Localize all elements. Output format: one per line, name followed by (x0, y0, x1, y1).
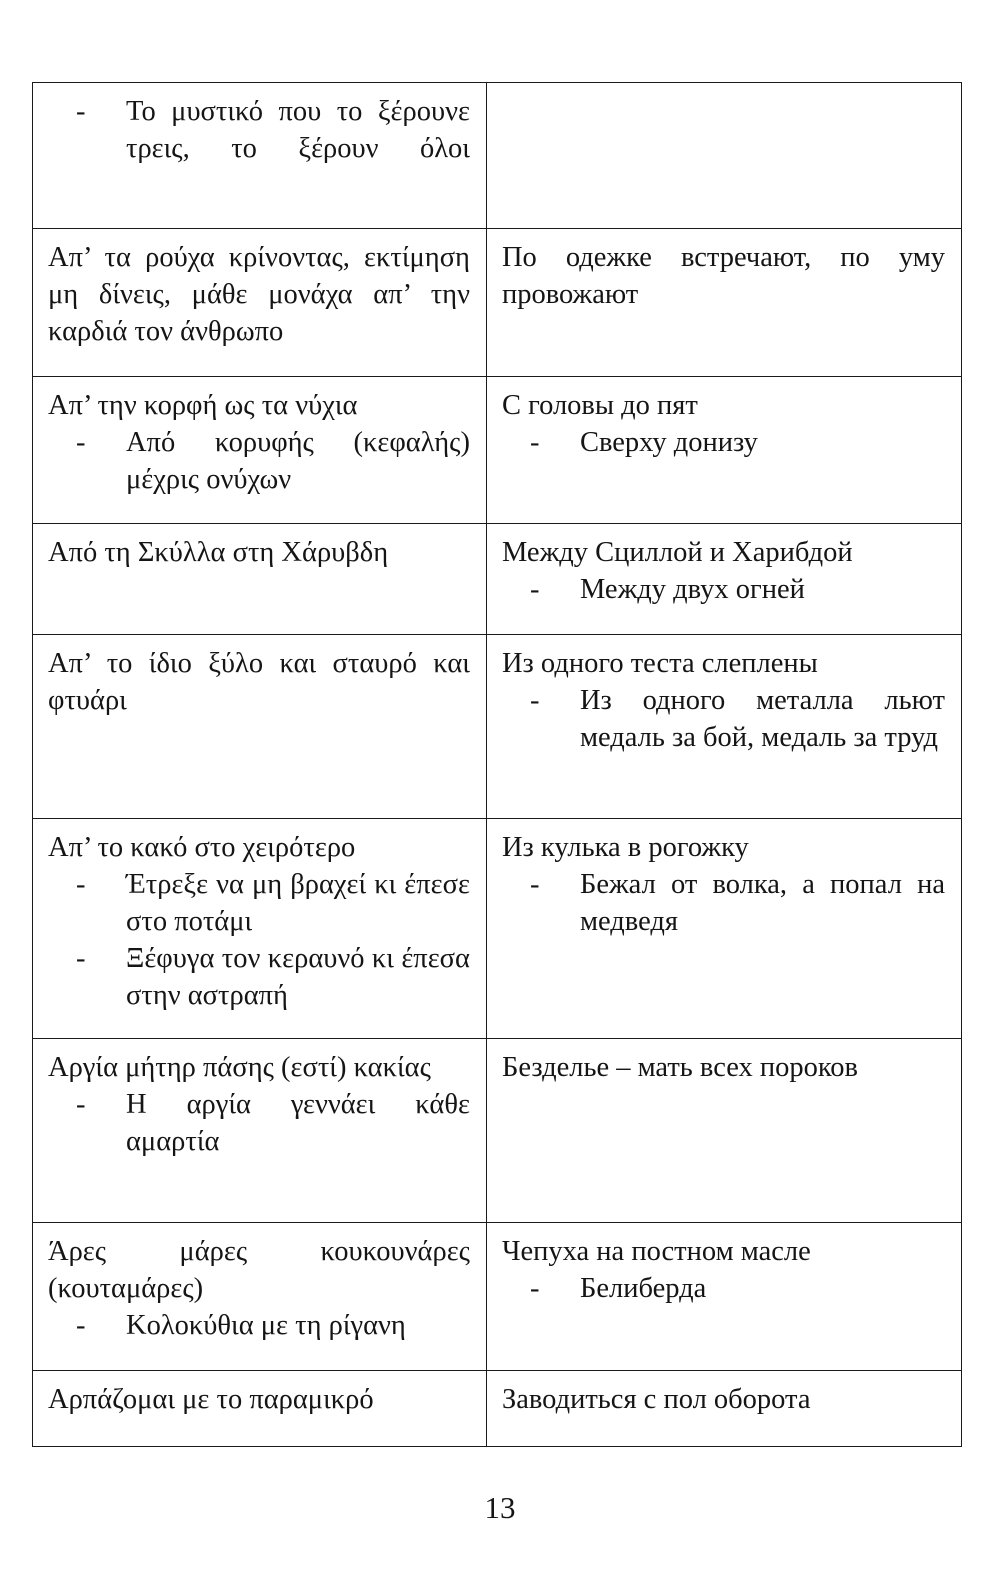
russian-sub-text: Белиберда (579, 1273, 707, 1304)
greek-cell (33, 524, 487, 635)
greek-cell (33, 819, 487, 1039)
table-row (33, 524, 962, 635)
greek-sub-text: Έτρεξε να μη βραχεί κι έπεσε στο ποτάμι (126, 869, 470, 937)
russian-sub-proverb: - Между двух огней (529, 574, 805, 605)
russian-cell (486, 83, 961, 229)
greek-cell (33, 1223, 487, 1371)
russian-main-proverb: Заводиться с пол оборота (501, 1384, 811, 1415)
russian-cell (486, 1223, 961, 1371)
greek-cell (33, 229, 487, 377)
greek-sub-proverb: - Έτρεξε να μη βραχεί κι έπεσε στο ποτάμι (76, 869, 470, 937)
greek-main-proverb: Αρπάζομαι με το παραμικρό (48, 1384, 374, 1415)
russian-main-proverb: С головы до пят (501, 390, 698, 421)
greek-main-proverb: Απ’ την κορφή ως τα νύχια (48, 390, 358, 421)
greek-sub-text: Από κορυφής (κεφαλής) μέχρις ονύχων (126, 427, 470, 495)
greek-cell (33, 1371, 487, 1447)
greek-sub-proverb: - Από κορυφής (κεφαλής) μέχρις ονύχων (76, 427, 470, 495)
russian-sub-proverb: - Сверху донизу (529, 427, 758, 458)
russian-cell (486, 635, 961, 819)
table-row (33, 1223, 962, 1371)
greek-main-proverb: Απ’ το κακό στο χειρότερο (48, 832, 356, 863)
russian-sub-proverb: - Белиберда (529, 1273, 707, 1304)
greek-sub-text: Το μυστικό που το ξέρουνε τρεις, το ξέρουν όλοι (126, 96, 470, 164)
russian-sub-text: Из одного металла льют медаль за бой, медаль за труд (579, 685, 945, 753)
russian-cell (486, 819, 961, 1039)
greek-main-proverb: Απ’ τα ρούχα κρίνοντας, εκτίμηση μη δίνεις, μάθε μονάχα απ’ την καρδιά τον άνθρωπο (48, 242, 470, 347)
russian-cell (486, 229, 961, 377)
russian-cell (486, 1039, 961, 1223)
russian-cell (486, 377, 961, 524)
table-row (33, 635, 962, 819)
greek-sub-text: Ξέφυγα τον κεραυνό κι έπεσα στην αστραπή (126, 943, 470, 1011)
russian-main-proverb: По одежке встречают, по уму провожают (501, 242, 945, 310)
greek-main-proverb: Αργία μήτηρ πάσης (εστί) κακίας (48, 1052, 431, 1083)
russian-sub-proverb: - Бежал от волка, а попал на медведя (529, 869, 945, 937)
page-number: 13 (484, 1490, 516, 1525)
table-row (33, 819, 962, 1039)
russian-sub-text: Сверху донизу (579, 427, 758, 458)
greek-cell (33, 83, 487, 229)
greek-main-proverb: Απ’ το ίδιο ξύλο και σταυρό και φτυάρι (48, 648, 470, 716)
greek-cell (33, 635, 487, 819)
proverbs-table (32, 82, 962, 1447)
greek-main-proverb: Άρες μάρες κουκουνάρες (κουταμάρες) (48, 1236, 470, 1304)
greek-sub-text: Η αργία γεννάει κάθε αμαρτία (126, 1089, 470, 1157)
table-row (33, 83, 962, 229)
russian-main-proverb: Чепуха на постном масле (501, 1236, 811, 1267)
russian-main-proverb: Из одного теста слеплены (501, 648, 818, 679)
greek-cell (33, 377, 487, 524)
greek-sub-proverb: - Το μυστικό που το ξέρουνε τρεις, το ξέρουν όλοι (76, 96, 470, 164)
greek-main-proverb: Από τη Σκύλλα στη Χάρυβδη (48, 537, 389, 568)
greek-sub-proverb: - Η αργία γεννάει κάθε αμαρτία (76, 1089, 470, 1157)
russian-main-proverb: Из кулька в рогожку (501, 832, 749, 863)
table-row (33, 1039, 962, 1223)
greek-cell (33, 1039, 487, 1223)
greek-sub-proverb: - Ξέφυγα τον κεραυνό κι έπεσα στην αστραπή (76, 943, 470, 1011)
greek-sub-proverb: - Κολοκύθια με τη ρίγανη (76, 1310, 406, 1341)
russian-main-proverb: Безделье – мать всех пороков (501, 1052, 858, 1083)
russian-sub-proverb: - Из одного металла льют медаль за бой, медаль за труд (529, 685, 945, 753)
russian-sub-text: Между двух огней (579, 574, 805, 605)
greek-sub-text: Κολοκύθια με τη ρίγανη (126, 1310, 406, 1341)
russian-main-proverb: Между Сциллой и Харибдой (501, 537, 853, 568)
table-row (33, 1371, 962, 1447)
russian-cell (486, 1371, 961, 1447)
russian-sub-text: Бежал от волка, а попал на медведя (579, 869, 945, 937)
table-row (33, 229, 962, 377)
russian-cell (486, 524, 961, 635)
table-row (33, 377, 962, 524)
